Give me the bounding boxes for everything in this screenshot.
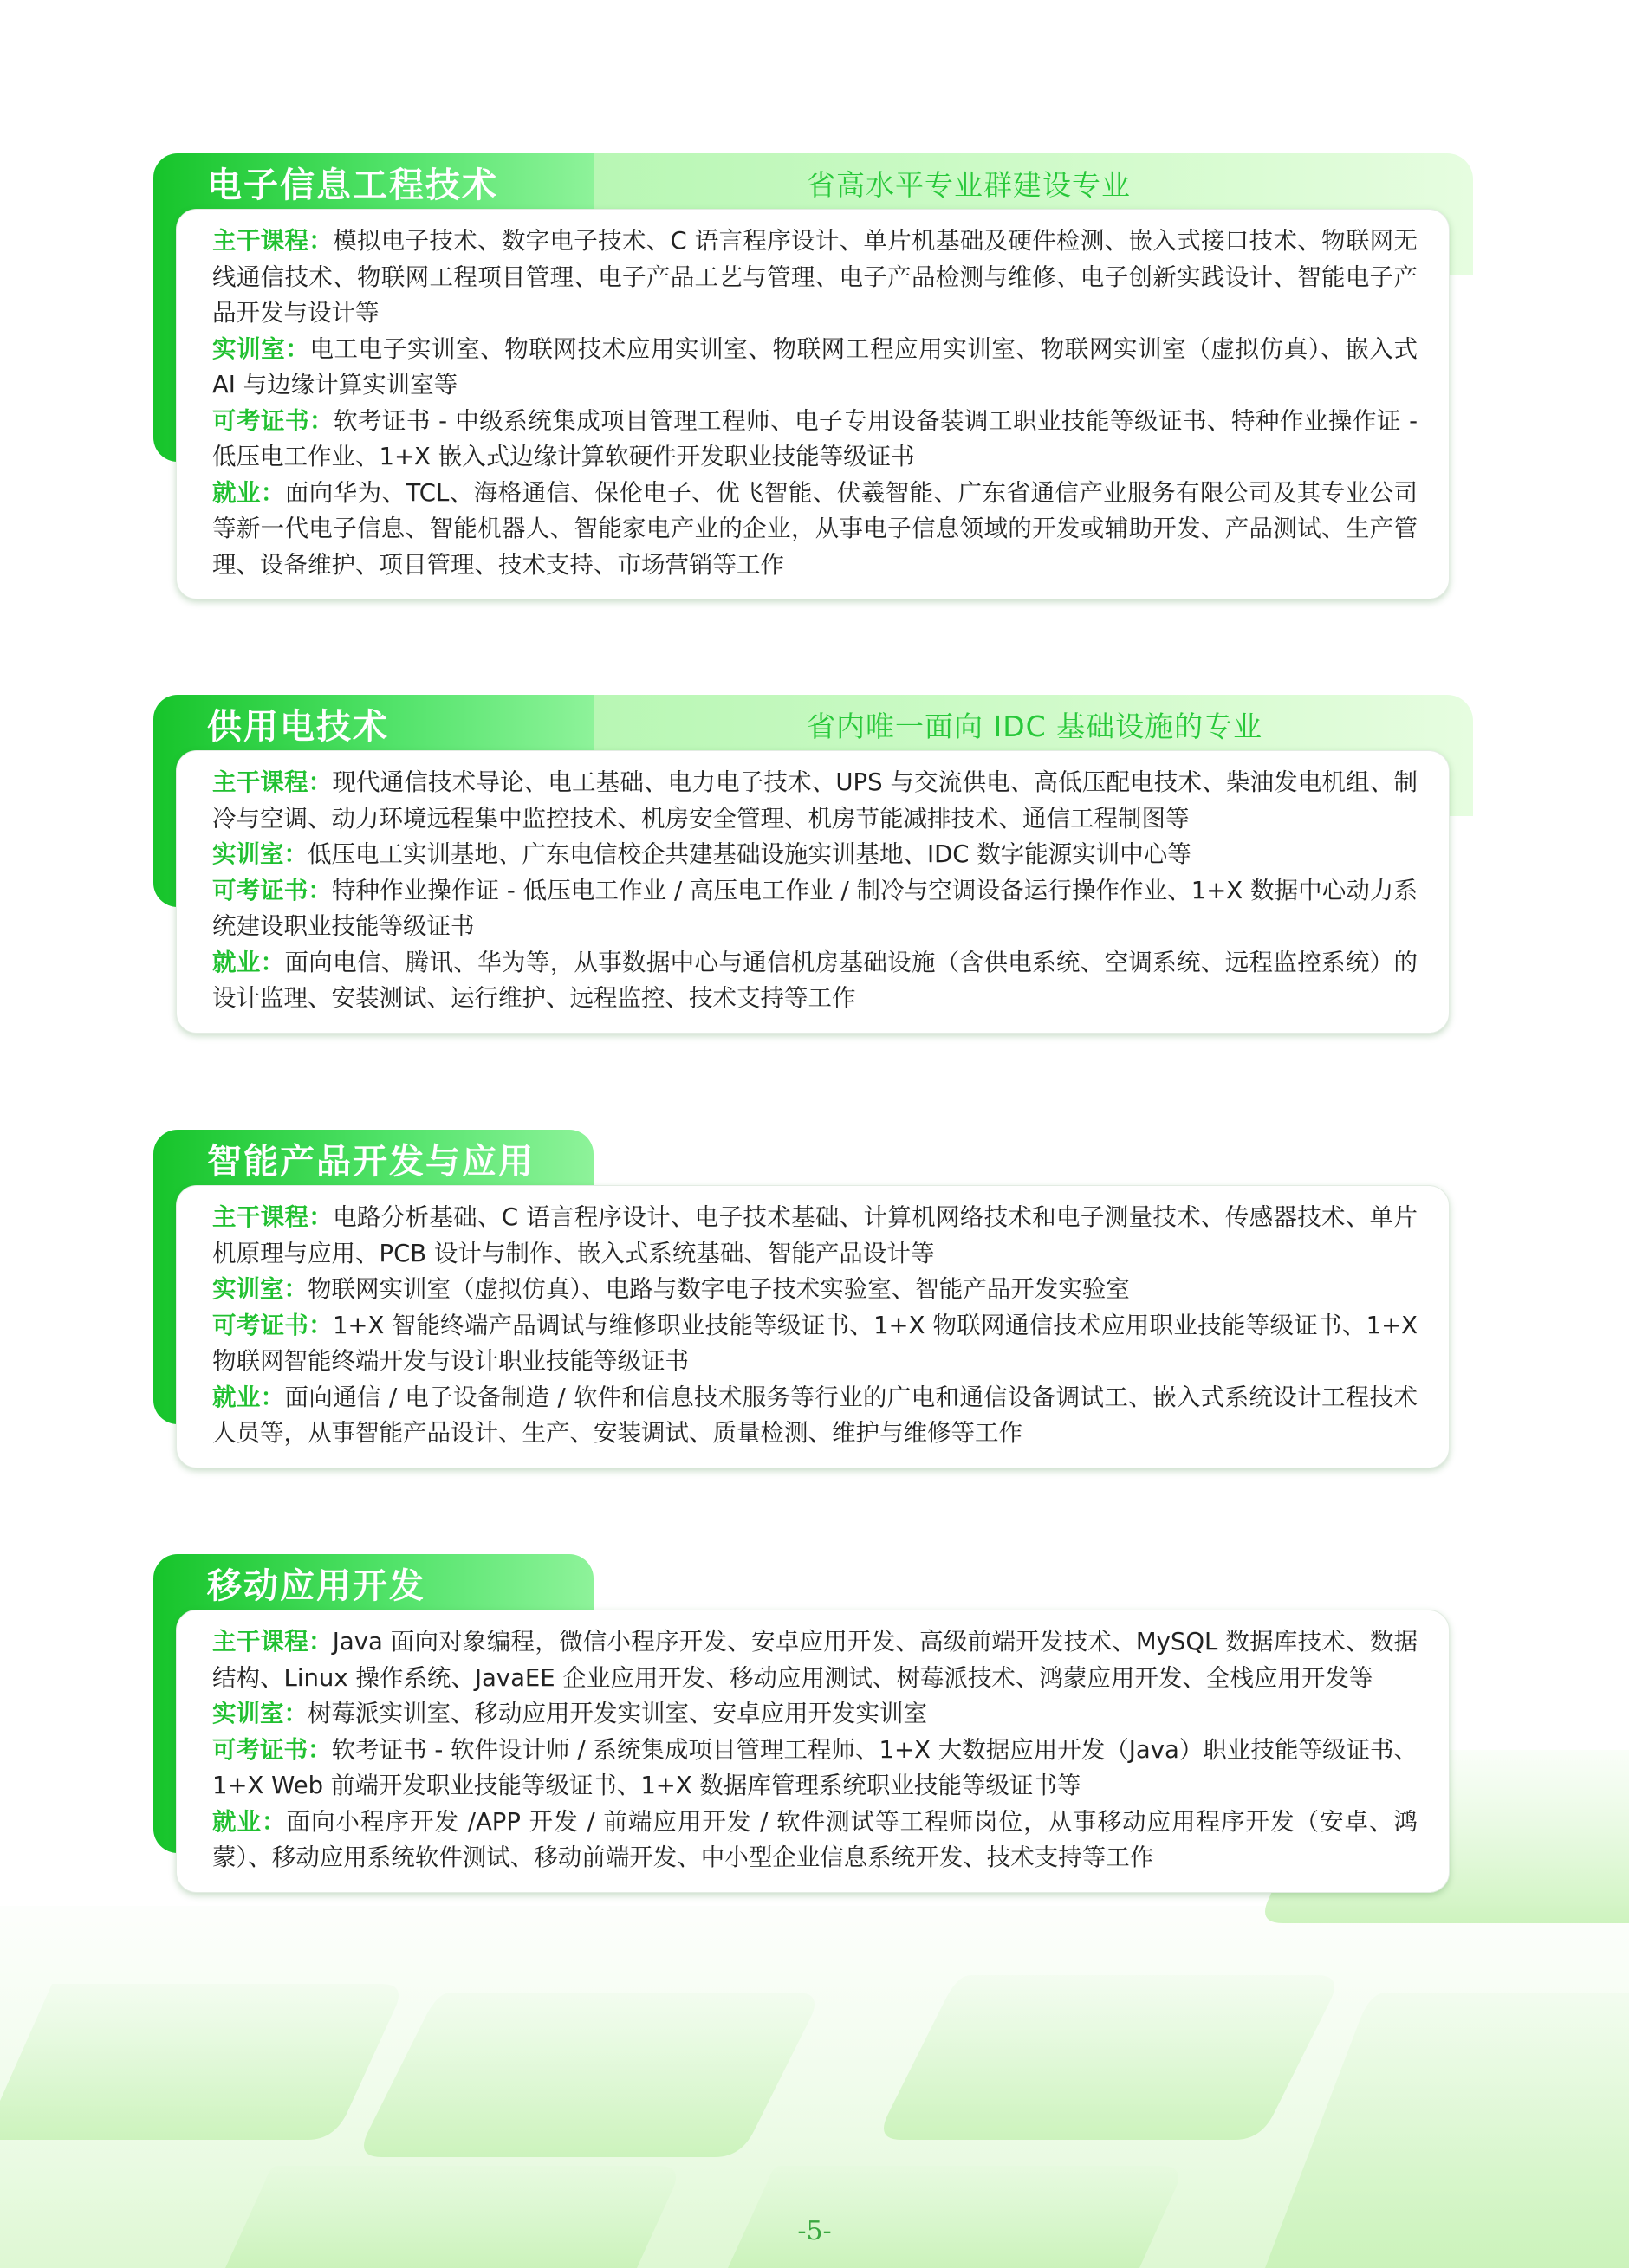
lab-text: 树莓派实训室、移动应用开发实训室、安卓应用开发实训室 — [308, 1700, 927, 1727]
job-label: 就业： — [212, 478, 285, 507]
courses-row — [212, 224, 1418, 332]
section-title: 智能产品开发与应用 — [207, 1142, 535, 1182]
job-text: 面向小程序开发 /APP 开发 / 前端应用开发 / 软件测试等工程师岗位，从事移动应用程序开发（安卓、鸿蒙）、移动应用系统软件测试、移动前端开发、中小型企业信息系统开发、技术支持等工作 — [212, 1807, 1418, 1871]
courses-row — [212, 765, 1418, 837]
section-subtitle: 省高水平专业群建设专业 — [807, 168, 1131, 202]
page-number: -5- — [797, 2216, 832, 2246]
courses-label: 主干课程： — [212, 1203, 334, 1231]
section-subtitle: 省内唯一面向 IDC 基础设施的专业 — [807, 710, 1263, 743]
courses-text: 现代通信技术导论、电工基础、电力电子技术、UPS 与交流供电、高低压配电技术、柴油发电机组、制冷与空调、动力环境远程集中监控技术、机房安全管理、机房节能减排技术、通信工程制图等 — [212, 768, 1418, 833]
courses-text: 电路分析基础、C 语言程序设计、电子技术基础、计算机网络技术和电子测量技术、传感器技术、单片机原理与应用、PCB 设计与制作、嵌入式系统基础、智能产品设计等 — [212, 1203, 1418, 1267]
courses-text: Java 面向对象编程，微信小程序开发、安卓应用开发、高级前端开发技术、MySQL 数据库技术、数据结构、Linux 操作系统、JavaEE 企业应用开发、移动应用测试、树莓派技术、鸿蒙应用开发、全栈应用开发等 — [212, 1628, 1418, 1692]
job-row — [212, 945, 1418, 1017]
lab-row — [212, 1696, 1418, 1733]
cert-text: 特种作业操作证 - 低压电工作业 / 高压电工作业 / 制冷与空调设备运行操作作业、1+X 数据中心动力系统建设职业技能等级证书 — [212, 876, 1418, 940]
courses-label: 主干课程： — [212, 768, 333, 796]
job-text: 面向华为、TCL、海格通信、保伦电子、优飞智能、伏羲智能、广东省通信产业服务有限公司及其专业公司等新一代电子信息、智能机器人、智能家电产业的企业，从事电子信息领域的开发或辅助开发、产品测试、生产管理、设备维护、项目管理、技术支持、市场营销等工作 — [212, 478, 1418, 579]
courses-text: 模拟电子技术、数字电子技术、C 语言程序设计、单片机基础及硬件检测、嵌入式接口技术、物联网无线通信技术、物联网工程项目管理、电子产品工艺与管理、电子产品检测与维修、电子创新实践设计、智能电子产品开发与设计等 — [212, 227, 1418, 327]
job-row — [212, 1380, 1418, 1452]
job-text: 面向通信 / 电子设备制造 / 软件和信息技术服务等行业的广电和通信设备调试工、嵌入式系统设计工程技术人员等，从事智能产品设计、生产、安装调试、质量检测、维护与维修等工作 — [212, 1383, 1418, 1447]
cert-label: 可考证书： — [212, 1311, 333, 1339]
job-row — [212, 476, 1418, 584]
courses-row — [212, 1624, 1418, 1696]
lab-row — [212, 837, 1418, 873]
lab-text: 低压电工实训基地、广东电信校企共建基础设施实训基地、IDC 数字能源实训中心等 — [308, 840, 1191, 868]
cert-text: 软考证书 - 中级系统集成项目管理工程师、电子专用设备装调工职业技能等级证书、特种作业操作证 - 低压电工作业、1+X 嵌入式边缘计算软硬件开发职业技能等级证书 — [212, 406, 1418, 470]
cert-label: 可考证书： — [212, 406, 334, 435]
cert-text: 软考证书 - 软件设计师 / 系统集成项目管理工程师、1+X 大数据应用开发（Java）职业技能等级证书、1+X Web 前端开发职业技能等级证书、1+X 数据库管理系统职业技能等级证书等 — [212, 1735, 1418, 1799]
job-label: 就业： — [212, 1807, 287, 1836]
section-title: 移动应用开发 — [207, 1566, 425, 1606]
job-label: 就业： — [212, 1383, 285, 1411]
lab-label: 实训室： — [212, 1700, 308, 1727]
cert-label: 可考证书： — [212, 1735, 332, 1764]
courses-label: 主干课程： — [212, 1628, 333, 1656]
section-details-card — [176, 750, 1450, 1034]
job-row — [212, 1805, 1418, 1876]
cert-row — [212, 404, 1418, 476]
lab-text: 电工电子实训室、物联网技术应用实训室、物联网工程应用实训室、物联网实训室（虚拟仿真）、嵌入式 AI 与边缘计算实训室等 — [212, 334, 1418, 399]
job-text: 面向电信、腾讯、华为等，从事数据中心与通信机房基础设施（含供电系统、空调系统、远程监控系统）的设计监理、安装测试、运行维护、远程监控、技术支持等工作 — [212, 948, 1418, 1012]
courses-label: 主干课程： — [212, 227, 334, 255]
lab-row — [212, 332, 1418, 404]
lab-label: 实训室： — [212, 334, 310, 363]
cert-row — [212, 873, 1418, 945]
lab-text: 物联网实训室（虚拟仿真）、电路与数字电子技术实验室、智能产品开发实验室 — [308, 1275, 1130, 1303]
courses-row — [212, 1200, 1418, 1272]
cert-row — [212, 1308, 1418, 1380]
lab-label: 实训室： — [212, 1275, 308, 1303]
section-details-card — [176, 209, 1450, 599]
section-title: 电子信息工程技术 — [207, 165, 498, 205]
cert-row — [212, 1733, 1418, 1805]
cert-label: 可考证书： — [212, 876, 332, 904]
lab-row — [212, 1272, 1418, 1308]
section-details-card — [176, 1610, 1450, 1893]
section-title: 供用电技术 — [207, 707, 389, 747]
job-label: 就业： — [212, 948, 285, 976]
cert-text: 1+X 智能终端产品调试与维修职业技能等级证书、1+X 物联网通信技术应用职业技能等级证书、1+X 物联网智能终端开发与设计职业技能等级证书 — [212, 1311, 1418, 1375]
section-details-card — [176, 1185, 1450, 1468]
lab-label: 实训室： — [212, 840, 308, 868]
